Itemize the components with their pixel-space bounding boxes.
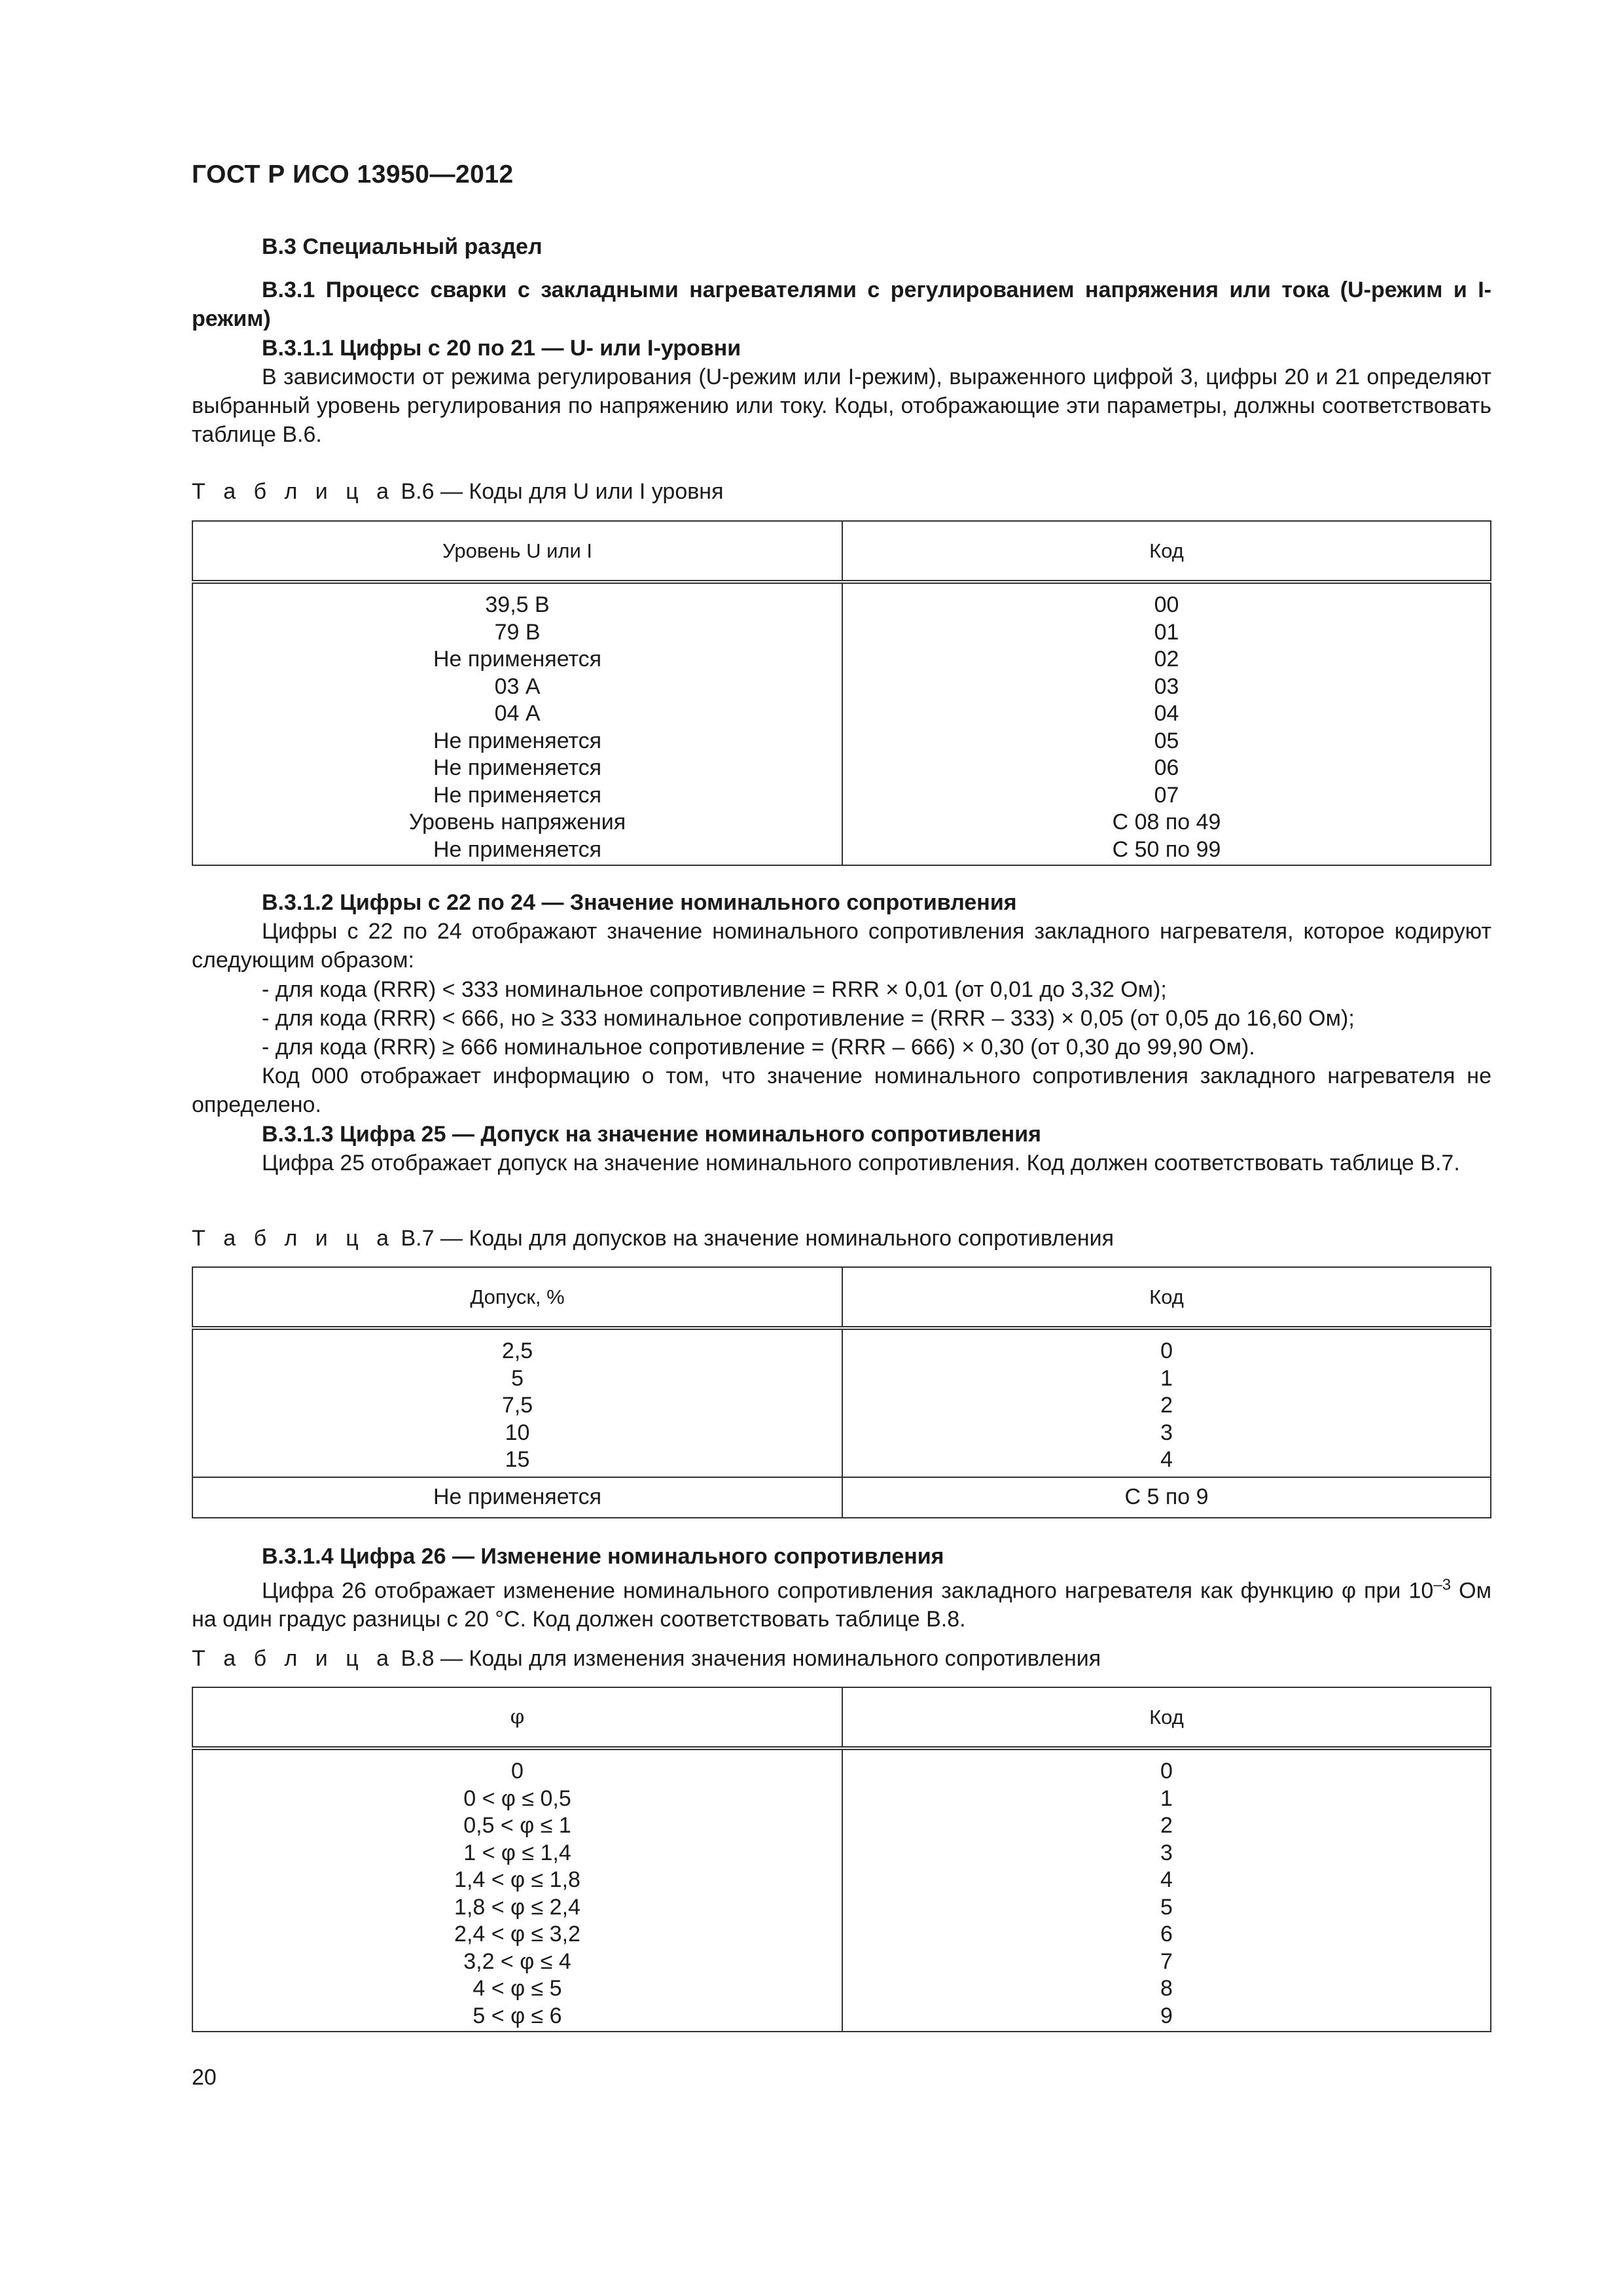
table-cell: 0 — [511, 1759, 524, 1784]
table-cell: 04 — [1154, 701, 1179, 726]
section-b311-text: В зависимости от режима регулирования (U-режим или I-режим), выраженного цифрой 3, цифры 20 и 21 определяют выбранный уровень регулирования по напряжению или току. Коды, отображающие эти параметры, должны соответствовать таблице В.6. — [192, 365, 1491, 447]
table-caption-text: В.7 — Коды для допусков на значение номинального сопротивления — [395, 1226, 1115, 1251]
table-b7 — [192, 1266, 1491, 1518]
section-b312-title: В.3.1.2 Цифры с 22 по 24 — Значение номинального сопротивления — [262, 890, 1017, 915]
table-cell: 9 — [1160, 2003, 1173, 2028]
table-caption-prefix: Т а б л и ц а — [192, 1646, 395, 1671]
table-cell: С 50 по 99 — [1112, 836, 1221, 862]
table-cell: 4 < φ ≤ 5 — [473, 1976, 562, 2001]
table-cell: 05 — [1154, 728, 1179, 753]
section-b314-text — [192, 1571, 1491, 1634]
list-item: - для кода (RRR) < 666, но ≥ 333 номинальное сопротивление = (RRR – 333) × 0,05 (от 0,05 до 16,60 Ом); — [262, 1006, 1355, 1031]
table-b8-col1-header: φ — [192, 1687, 842, 1748]
table-b8-col2-header: Код — [842, 1687, 1491, 1748]
table-caption-prefix: Т а б л и ц а — [192, 1226, 395, 1251]
table-cell: 6 — [1160, 1922, 1173, 1946]
table-cell: 03 — [1154, 673, 1179, 699]
table-cell: 1,4 < φ ≤ 1,8 — [454, 1867, 580, 1892]
table-cell: Не применяется — [433, 728, 602, 753]
table-cell: 00 — [1154, 592, 1179, 617]
table-cell: Не применяется — [192, 1477, 842, 1518]
superscript-exponent: –3 — [1433, 1576, 1452, 1594]
table-cell: 03 А — [494, 673, 541, 699]
table-b8-phi-cell — [192, 1748, 842, 2032]
table-b6-col2-header: Код — [842, 521, 1491, 582]
table-cell: 2,4 < φ ≤ 3,2 — [454, 1922, 580, 1946]
table-b8-caption — [192, 1644, 1101, 1673]
section-b3-title: В.3 Специальный раздел — [262, 234, 543, 259]
table-cell: 2 — [1160, 1813, 1173, 1838]
table-cell: 10 — [505, 1420, 530, 1445]
section-b313-title: В.3.1.3 Цифра 25 — Допуск на значение номинального сопротивления — [262, 1122, 1041, 1147]
table-cell: 1,8 < φ ≤ 2,4 — [454, 1894, 580, 1920]
table-cell: 01 — [1154, 619, 1179, 645]
table-cell: 02 — [1154, 647, 1179, 672]
table-cell: 79 В — [494, 619, 541, 645]
table-cell: 15 — [505, 1447, 530, 1472]
table-b6 — [192, 520, 1491, 866]
table-cell: С 08 по 49 — [1112, 810, 1221, 834]
table-cell: 7,5 — [501, 1393, 533, 1418]
table-b7-codes-cell — [842, 1328, 1491, 1477]
table-b8-codes-cell — [842, 1748, 1491, 2032]
table-cell: Не применяется — [433, 836, 602, 862]
table-cell: 3 — [1160, 1420, 1173, 1445]
table-b6-col1-header: Уровень U или I — [192, 521, 842, 582]
list-item: - для кода (RRR) ≥ 666 номинальное сопротивление = (RRR – 666) × 0,30 (от 0,30 до 99,90 Ом). — [262, 1035, 1255, 1060]
table-cell: 3 — [1160, 1840, 1173, 1865]
table-cell: 06 — [1154, 755, 1179, 780]
table-cell: 4 — [1160, 1867, 1173, 1892]
table-cell: 3,2 < φ ≤ 4 — [463, 1948, 571, 1974]
table-cell: 4 — [1160, 1447, 1173, 1472]
table-cell: 1 < φ ≤ 1,4 — [463, 1840, 571, 1865]
table-cell: Не применяется — [433, 782, 602, 808]
table-b7-col2-header: Код — [842, 1267, 1491, 1328]
table-caption-text: В.8 — Коды для изменения значения номинального сопротивления — [395, 1646, 1101, 1671]
table-cell: Не применяется — [433, 647, 602, 672]
table-cell: 8 — [1160, 1976, 1173, 2001]
table-cell: 0 — [1160, 1338, 1173, 1363]
section-b311-title: В.3.1.1 Цифры с 20 по 21 — U- или I-уровни — [262, 336, 741, 361]
table-cell: 0 < φ ≤ 0,5 — [463, 1785, 571, 1811]
table-cell: Уровень напряжения — [408, 810, 626, 834]
section-b314-title: В.3.1.4 Цифра 26 — Изменение номинального сопротивления — [262, 1544, 944, 1569]
section-b314-text-part: Ом на один градус разницы с 20 °С. Код должен соответствовать таблице В.8. — [192, 1578, 1491, 1632]
page-number: 20 — [192, 2065, 217, 2090]
table-cell: 2,5 — [501, 1338, 533, 1363]
table-b7-caption — [192, 1224, 1114, 1253]
section-b312-text: Цифры с 22 по 24 отображают значение номинального сопротивления закладного нагревателя, которое кодируют следующим образом: — [192, 919, 1491, 973]
table-b6-caption — [192, 477, 724, 506]
table-cell: 0,5 < φ ≤ 1 — [463, 1813, 571, 1838]
table-caption-prefix: Т а б л и ц а — [192, 479, 395, 504]
table-cell: 2 — [1160, 1393, 1173, 1418]
table-cell: С 5 по 9 — [842, 1477, 1491, 1518]
section-b31-title: В.3.1 Процесс сварки с закладными нагревателями с регулированием напряжения или тока (U-режим и I-режим) — [192, 278, 1491, 331]
table-b8 — [192, 1687, 1491, 2032]
table-b6-levels-cell — [192, 582, 842, 865]
table-cell: 04 А — [494, 701, 541, 726]
table-cell: Не применяется — [433, 755, 602, 780]
table-cell: 1 — [1160, 1785, 1173, 1811]
section-b312-note: Код 000 отображает информацию о том, что значение номинального сопротивления закладного нагревателя не определено. — [192, 1064, 1491, 1117]
section-b314-text-part: Цифра 26 отображает изменение номинального сопротивления закладного нагревателя как функцию φ при 10 — [262, 1578, 1434, 1604]
table-cell: 7 — [1160, 1948, 1173, 1974]
table-cell: 0 — [1160, 1759, 1173, 1784]
list-item: - для кода (RRR) < 333 номинальное сопротивление = RRR × 0,01 (от 0,01 до 3,32 Ом); — [262, 977, 1167, 1002]
table-cell: 1 — [1160, 1365, 1173, 1391]
table-b7-tolerances-cell — [192, 1328, 842, 1477]
table-cell: 5 — [1160, 1894, 1173, 1920]
table-cell: 39,5 В — [485, 592, 550, 617]
table-cell: 5 < φ ≤ 6 — [473, 2003, 562, 2028]
table-cell: 07 — [1154, 782, 1179, 808]
document-header: ГОСТ Р ИСО 13950—2012 — [192, 160, 514, 188]
section-b313-text: Цифра 25 отображает допуск на значение номинального сопротивления. Код должен соответствовать таблице В.7. — [262, 1151, 1460, 1175]
table-cell: 5 — [511, 1365, 524, 1391]
table-caption-text: В.6 — Коды для U или I уровня — [395, 479, 724, 504]
table-b7-col1-header: Допуск, % — [192, 1267, 842, 1328]
table-b6-codes-cell — [842, 582, 1491, 865]
